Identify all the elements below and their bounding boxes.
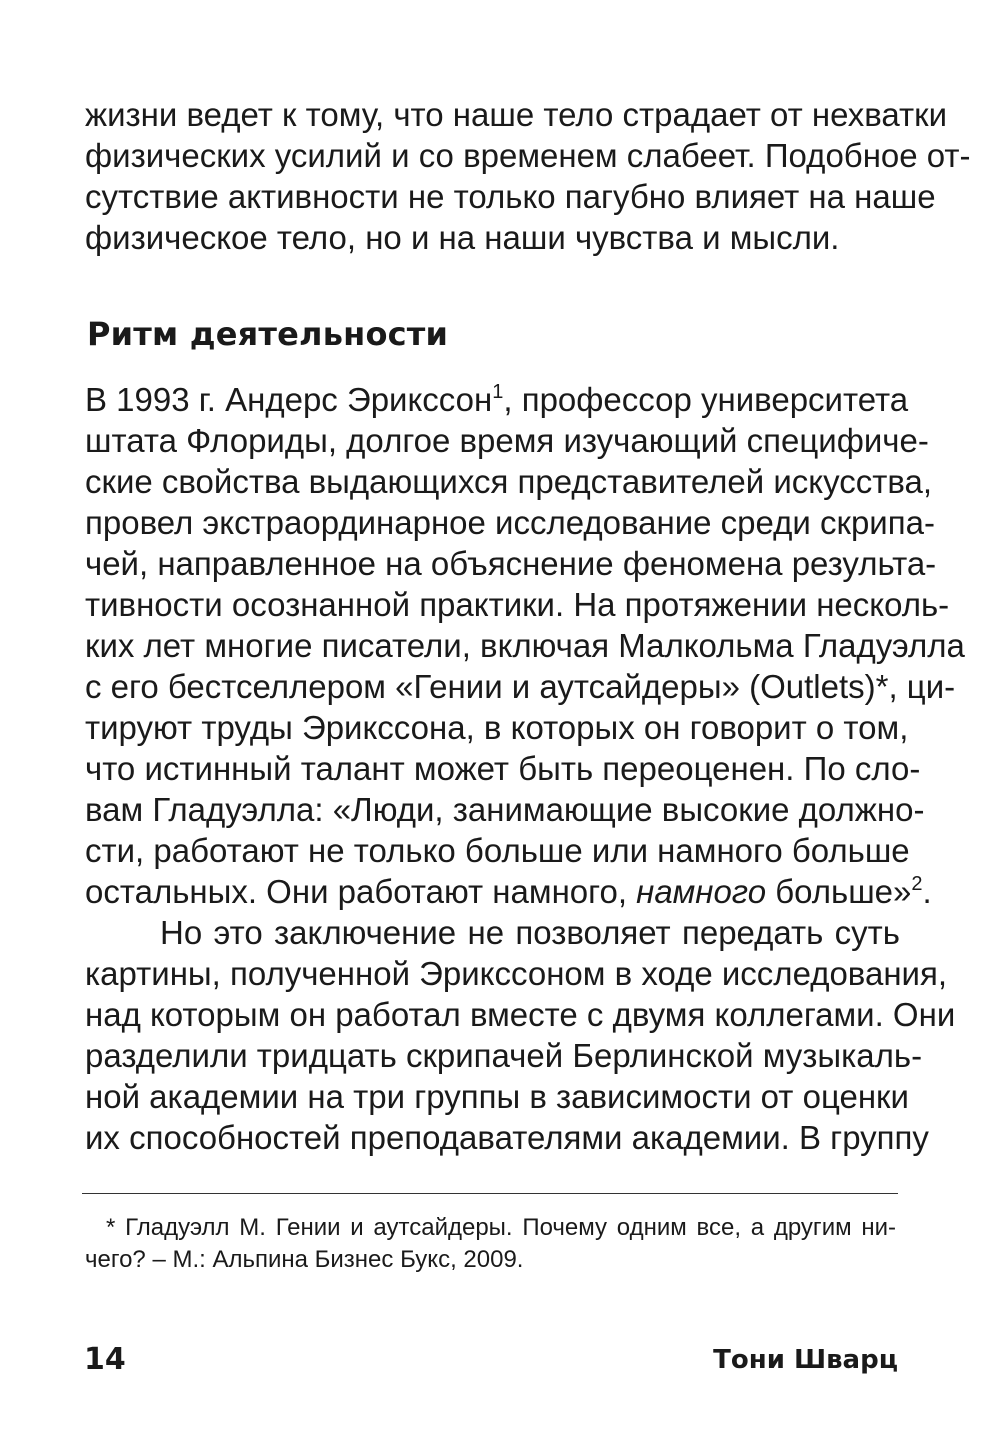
para2-line-1: Но это заключение не позволяет передать суть <box>160 914 900 951</box>
footnote-line-1: * Гладуэлл М. Гении и аутсайдеры. Почему одним все, а другим ни- <box>106 1214 896 1241</box>
running-footer-author: Тони Шварц <box>713 1345 898 1375</box>
para1-line-10: что истинный талант может быть переоценен. По сло- <box>85 750 921 787</box>
para1-last-text: остальных. Они работают намного, <box>85 873 637 910</box>
section-heading: Ритм деятельности <box>87 315 449 353</box>
para1-line-11: вам Гладуэлла: «Люди, занимающие высокие должно- <box>85 791 925 828</box>
footnote-line-2: чего? – М.: Альпина Бизнес Букс, 2009. <box>85 1246 524 1273</box>
intro-line-4: физическое тело, но и на наши чувства и мысли. <box>85 219 840 256</box>
para1-line-2: штата Флориды, долгое время изучающий специфиче- <box>85 422 929 459</box>
para1-line-4: провел экстраординарное исследование среди скрипа- <box>85 504 935 541</box>
page-number: 14 <box>84 1342 126 1377</box>
intro-line-1: жизни ведет к тому, что наше тело страдает от нехватки <box>85 96 948 133</box>
para1-last-end: . <box>922 873 932 910</box>
para1-line-9: тируют труды Эрикссона, в которых он говорит о том, <box>85 709 909 746</box>
para2-line-2: картины, полученной Эрикссоном в ходе исследования, <box>85 955 948 992</box>
footnote-divider <box>82 1193 898 1194</box>
para2-line-3: над которым он работал вместе с двумя коллегами. Они <box>85 996 956 1033</box>
para1-line-3: ские свойства выдающихся представителей искусства, <box>85 463 933 500</box>
footnote-ref-2: 2 <box>911 873 923 895</box>
intro-line-2: физических усилий и со временем слабеет. Подобное от- <box>85 137 971 174</box>
intro-line-3: сутствие активности не только пагубно влияет на наше <box>85 178 936 215</box>
para1-line-7: ких лет многие писатели, включая Малкольма Гладуэлла <box>85 627 965 664</box>
para1-line-1 <box>85 380 909 420</box>
para1-line-13 <box>85 872 932 912</box>
para2-line-4: разделили тридцать скрипачей Берлинской музыкаль- <box>85 1037 923 1074</box>
para1-line1-rest: , профессор университета <box>503 381 909 418</box>
para2-line-5: ной академии на три группы в зависимости от оценки <box>85 1078 909 1115</box>
para1-line1-text: В 1993 г. Андерс Эрикссон <box>85 381 493 418</box>
para2-line-6: их способностей преподавателями академии. В группу <box>85 1119 929 1156</box>
para1-line-6: тивности осознанной практики. На протяжении несколь- <box>85 586 950 623</box>
para1-line-5: чей, направленное на объяснение феномена результа- <box>85 545 937 582</box>
para1-emphasis: намного <box>636 873 767 910</box>
para1-last-rest: больше» <box>766 873 912 910</box>
para1-line-12: сти, работают не только больше или намного больше <box>85 832 910 869</box>
para1-line-8: с его бестселлером «Гении и аутсайдеры» (Outlets)*, ци- <box>85 668 956 705</box>
footnote-ref-1: 1 <box>492 381 504 403</box>
